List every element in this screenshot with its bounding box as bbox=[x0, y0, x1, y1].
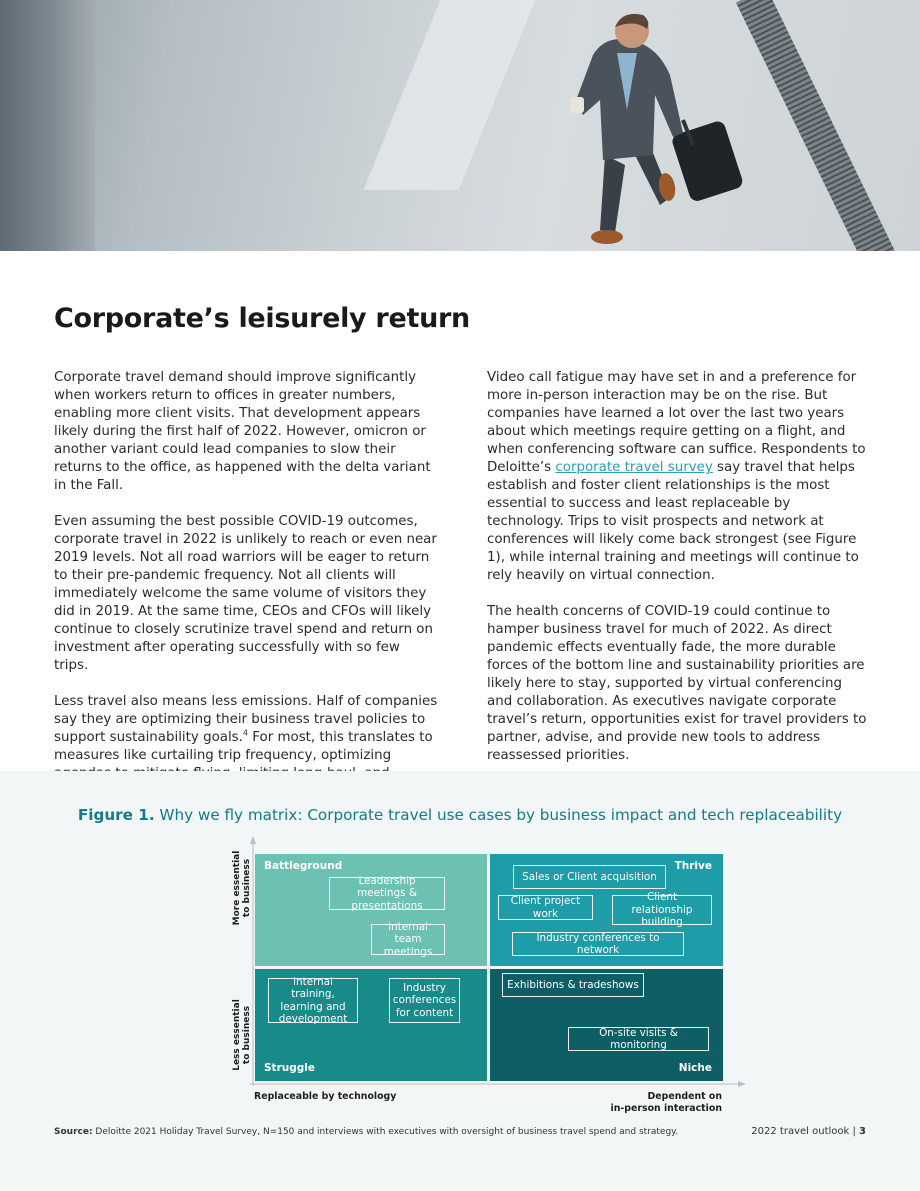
y-axis-label-bottom: Less essential to business bbox=[232, 999, 252, 1071]
left-column bbox=[54, 369, 438, 819]
item-client-relationship-building: Client relationship building bbox=[612, 895, 712, 925]
quadrant-label-battleground: Battleground bbox=[264, 860, 343, 872]
item-client-project-work: Client project work bbox=[498, 895, 593, 920]
left-paragraph-1: Corporate travel demand should improve significantly when workers return to offices in greater numbers, enabling more client visits. That development appears likely during the first half of 2022. However, omicron or another variant could lead companies to slow their returns to the office, as happened with the delta variant in the Fall. bbox=[54, 370, 431, 493]
x-axis-arrow bbox=[250, 1080, 746, 1088]
source-label: Source: bbox=[54, 1127, 93, 1137]
item-industry-conferences-network: Industry conferences to network bbox=[512, 932, 684, 956]
source-text: Deloitte 2021 Holiday Travel Survey, N=150 and interviews with executives with oversight of business travel spend and strategy. bbox=[92, 1127, 679, 1137]
left-paragraph-3-part-a: Less travel also means less emissions. Half of companies say they are optimizing their business travel policies to support sustainability goals. bbox=[54, 694, 438, 745]
figure-label: Figure 1. bbox=[77, 806, 155, 824]
figure-title bbox=[0, 806, 920, 824]
item-sales-client-acquisition: Sales or Client acquisition bbox=[513, 865, 666, 889]
figure-caption: Why we fly matrix: Corporate travel use cases by business impact and tech replaceability bbox=[154, 806, 843, 824]
y-axis-label-top: More essential to business bbox=[232, 850, 252, 926]
x-axis-label-right bbox=[610, 1091, 722, 1115]
figure-source bbox=[54, 1127, 678, 1137]
hero-image bbox=[0, 0, 920, 251]
hero-pillar bbox=[0, 0, 95, 251]
right-paragraph-1-part-a: Video call fatigue may have set in and a preference for more in-person interaction may be on the rise. But companies have learned a lot over the last two years about which meetings require getting on a flight, and when conferencing software can suffice. Respondents to Deloitte’s bbox=[487, 370, 866, 475]
item-industry-conferences-content: Industry conferences for content bbox=[389, 978, 460, 1023]
right-column bbox=[487, 369, 871, 783]
item-leadership-meetings: Leadership meetings & presentations bbox=[329, 877, 445, 910]
left-paragraph-2: Even assuming the best possible COVID-19 outcomes, corporate travel in 2022 is unlikely to reach or even near 2019 levels. Not all road warriors will be eager to return to their pre-pandemic frequency. Not all clients will immediately welcome the same volume of visitors they did in 2019. At the same time, CEOs and CFOs will likely continue to closely scrutinize travel spend and return on investment after operating successfully with so few trips. bbox=[54, 514, 437, 673]
left-paragraph-3-part-b: For most, this translates to measures like curtailing trip frequency, optimizing bbox=[54, 730, 433, 763]
page-title: Corporate’s leisurely return bbox=[54, 303, 470, 334]
corporate-travel-survey-link[interactable]: corporate travel survey bbox=[555, 460, 713, 475]
right-paragraph-1-part-b: say travel that helps establish and foster client relationships is the most essential to success and least replaceable by technology. Trips to visit prospects and network at conferences will likely come back strongest (see Figure 1), while internal training and meetings will continue to rely heavily on virtual connection. bbox=[487, 460, 859, 583]
quadrant-label-thrive: Thrive bbox=[674, 860, 712, 872]
hero-road-marking bbox=[364, 0, 552, 190]
item-internal-training: Internal training, learning and development bbox=[268, 978, 358, 1023]
item-exhibitions-tradeshows: Exhibitions & tradeshows bbox=[502, 973, 644, 997]
publication-name: 2022 travel outlook bbox=[751, 1126, 850, 1137]
footer-separator: | bbox=[849, 1126, 860, 1137]
page-number: 3 bbox=[859, 1126, 866, 1137]
item-internal-team-meetings: Internal team meetings bbox=[371, 924, 445, 955]
quadrant-label-struggle: Struggle bbox=[264, 1062, 315, 1074]
quadrant-label-niche: Niche bbox=[678, 1062, 712, 1074]
page-footer bbox=[751, 1126, 866, 1137]
businessman-illustration bbox=[565, 5, 765, 251]
right-paragraph-2: The health concerns of COVID-19 could continue to hamper business travel for much of 2022. As direct pandemic effects eventually fade, the more durable forces of the bottom line and sustainability priorities are likely here to stay, supported by virtual conferencing and collaboration. As executives navigate corporate travel’s return, opportunities exist for travel providers to partner, advise, and provide new tools to address reassessed priorities. bbox=[487, 604, 867, 763]
x-axis-label-right-line1: Dependent on bbox=[647, 1091, 722, 1102]
x-axis-label-right-line2: in-person interaction bbox=[610, 1103, 722, 1114]
right-paragraph-1 bbox=[487, 369, 871, 585]
item-onsite-visits: On-site visits & monitoring bbox=[568, 1027, 709, 1051]
x-axis-label-left: Replaceable by technology bbox=[254, 1091, 397, 1102]
footnote-marker[interactable]: 4 bbox=[242, 728, 249, 738]
